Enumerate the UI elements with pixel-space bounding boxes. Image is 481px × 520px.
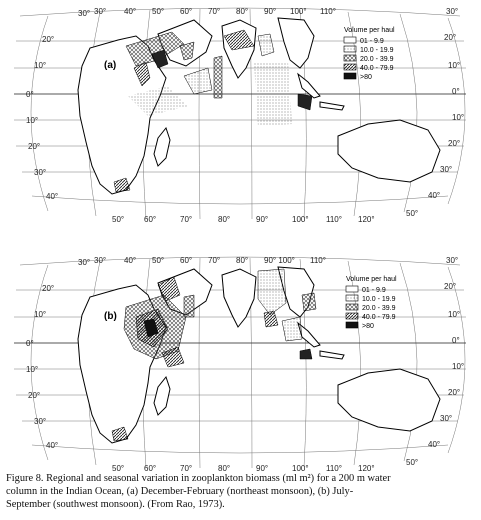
legend-item: >80	[360, 74, 372, 81]
legend-item: 40.0 - 79.9	[362, 314, 396, 321]
lon-label: 90°	[256, 464, 269, 473]
lon-label: 100°	[290, 7, 307, 16]
southeast-asia	[278, 18, 314, 68]
lon-label: 90°	[256, 215, 269, 224]
lat-label: 20°	[28, 142, 41, 151]
legend-item: 01 - 9.9	[362, 287, 386, 294]
lat-label: 30°	[78, 258, 91, 267]
lat-label: 40°	[428, 440, 441, 449]
legend	[344, 27, 395, 81]
legend	[346, 276, 397, 330]
legend-item: 10.0 - 19.9	[362, 296, 396, 303]
lon-label: 50°	[112, 464, 125, 473]
legend-title: Volume per haul	[346, 276, 397, 283]
lat-label: 30°	[440, 414, 453, 423]
lon-label: 60°	[180, 256, 193, 265]
lon-label: 120°	[358, 464, 375, 473]
lon-label: 90° 100°	[264, 256, 295, 265]
legend-item: 20.0 - 39.9	[362, 305, 396, 312]
madagascar	[154, 377, 170, 415]
legend-item: >80	[362, 323, 374, 330]
lon-label: 70°	[208, 7, 221, 16]
lon-label: 60°	[144, 464, 157, 473]
lon-label: 80°	[236, 7, 249, 16]
australia	[338, 120, 440, 182]
lat-label: 20°	[444, 282, 457, 291]
lon-label: 50°	[152, 7, 165, 16]
lat-label: 10°	[448, 310, 461, 319]
panel-label: (b)	[104, 311, 117, 322]
bottom-degree-labels	[112, 215, 375, 224]
lat-label: 20°	[444, 33, 457, 42]
lon-label: 100°	[292, 215, 309, 224]
madagascar	[154, 128, 170, 166]
right-degree-labels	[406, 256, 464, 467]
lat-label: 20°	[448, 388, 461, 397]
lat-label: 10°	[34, 310, 47, 319]
lat-label: 0°	[26, 90, 34, 99]
lat-label: 0°	[452, 336, 460, 345]
lat-label: 40°	[428, 191, 441, 200]
legend-title: Volume per haul	[344, 27, 395, 34]
caption-line: column in the Indian Ocean, (a) December-February (northeast monsoon), (b) July-	[6, 486, 354, 498]
lon-label: 80°	[218, 464, 231, 473]
lat-label: 30°	[78, 9, 91, 18]
lon-label: 100°	[292, 464, 309, 473]
lon-label: 70°	[208, 256, 221, 265]
lon-label: 60°	[180, 7, 193, 16]
lon-label: 60°	[144, 215, 157, 224]
lat-label: 10°	[34, 61, 47, 70]
java	[320, 351, 344, 359]
legend-item: 10.0 - 19.9	[360, 47, 394, 54]
lon-label: 90°	[264, 7, 277, 16]
figure-caption	[6, 472, 476, 512]
lat-label: 10°	[26, 116, 39, 125]
lon-label: 30°	[94, 256, 107, 265]
caption-line: Figure 8. Regional and seasonal variation in zooplankton biomass (ml m²) for a 200 m water	[6, 473, 391, 484]
legend-item: 20.0 - 39.9	[360, 56, 394, 63]
caption-line: September (southwest monsoon). (From Rao, 1973).	[6, 499, 225, 511]
lat-label: 10°	[448, 61, 461, 70]
map-panel-a	[8, 6, 473, 224]
australia	[338, 369, 440, 431]
legend-item: 40.0 - 79.9	[360, 65, 394, 72]
java	[320, 102, 344, 110]
lat-label: 20°	[28, 391, 41, 400]
top-degree-labels	[94, 256, 326, 265]
lon-label: 70°	[180, 464, 193, 473]
lon-label: 50°	[112, 215, 125, 224]
lat-label: 30°	[34, 168, 47, 177]
lat-label: 40°	[46, 441, 59, 450]
lat-label: 30°	[446, 7, 459, 16]
lat-label: 30°	[440, 165, 453, 174]
lon-label: 110°	[310, 256, 326, 265]
lat-label: 10°	[26, 365, 39, 374]
lon-label: 80°	[236, 256, 249, 265]
lat-label: 20°	[42, 35, 55, 44]
lat-label: 10°	[452, 362, 465, 371]
lat-label: 30°	[446, 256, 459, 265]
lat-label: 0°	[452, 87, 460, 96]
lat-label: 20°	[42, 284, 55, 293]
lon-label: 50°	[152, 256, 165, 265]
lon-label: 30°	[94, 7, 107, 16]
lon-label: 120°	[358, 215, 375, 224]
lon-label: 40°	[124, 256, 137, 265]
legend-item: 01 - 9.9	[360, 38, 384, 45]
lon-label: 110°	[320, 7, 336, 16]
top-degree-labels	[94, 7, 336, 16]
lon-label: 110°	[326, 464, 342, 473]
lat-label: 40°	[46, 192, 59, 201]
lat-label: 50°	[406, 209, 419, 218]
map-panel-b	[8, 255, 473, 473]
lat-label: 30°	[34, 417, 47, 426]
lat-label: 50°	[406, 458, 419, 467]
lon-label: 40°	[124, 7, 137, 16]
lon-label: 80°	[218, 215, 231, 224]
lon-label: 110°	[326, 215, 342, 224]
lat-label: 0°	[26, 339, 34, 348]
panel-label: (a)	[104, 60, 117, 71]
lat-label: 10°	[452, 113, 465, 122]
biomass-regions	[114, 30, 312, 192]
lon-label: 70°	[180, 215, 193, 224]
lat-label: 20°	[448, 139, 461, 148]
right-degree-labels	[406, 7, 464, 218]
